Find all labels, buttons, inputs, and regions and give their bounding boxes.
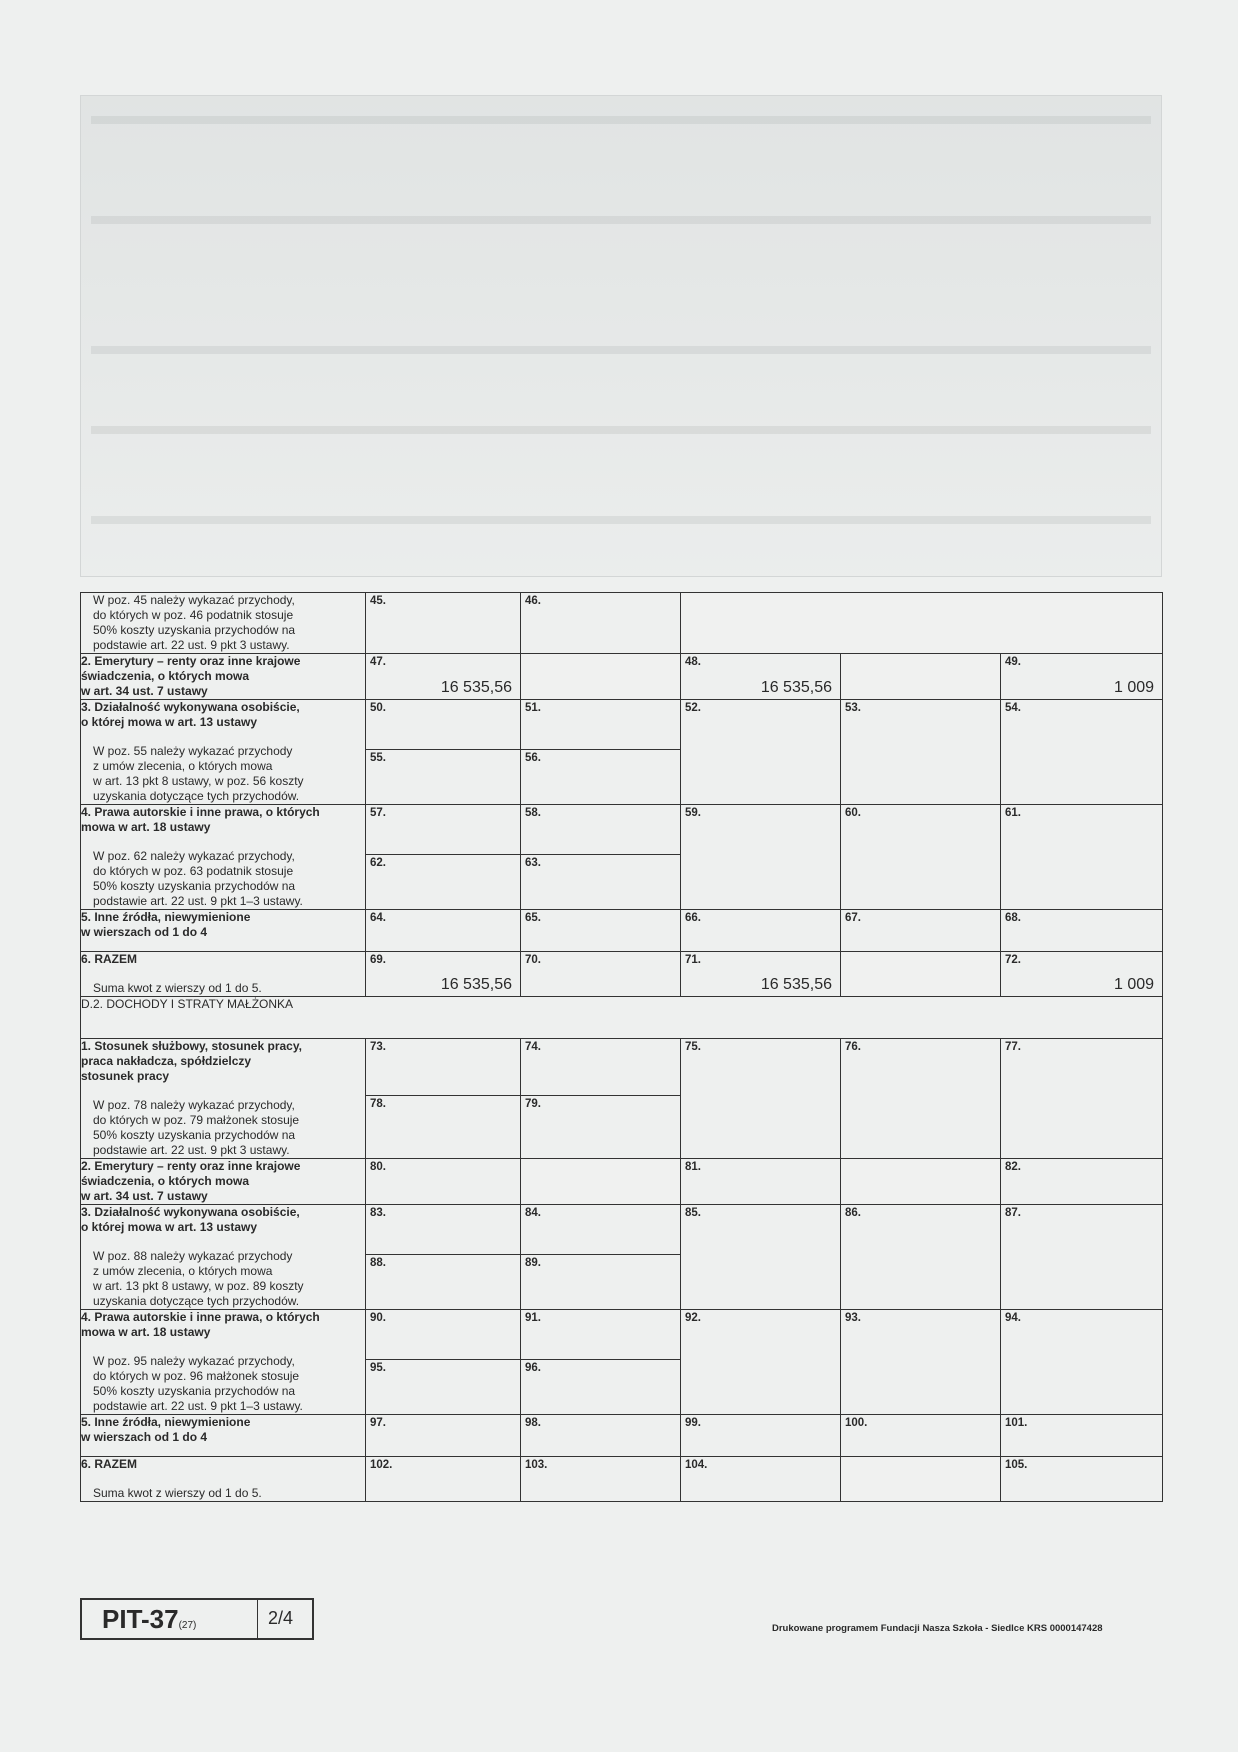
field-cell[interactable]	[841, 700, 1001, 805]
field-cell[interactable]	[841, 1310, 1001, 1415]
field-number	[841, 1159, 1000, 1161]
label-note: W poz. 62 należy wykazać przychody,	[93, 849, 295, 863]
field-cell[interactable]	[681, 1039, 841, 1159]
field-number: 87.	[1005, 1207, 1021, 1219]
field-number: 60.	[845, 807, 861, 819]
field-cell[interactable]	[366, 1254, 521, 1309]
label-note: Suma kwot z wierszy od 1 do 5.	[93, 1486, 262, 1500]
row-label	[81, 654, 366, 700]
field-number: 84.	[525, 1207, 541, 1219]
field-number	[841, 654, 1000, 656]
field-cell[interactable]	[366, 805, 521, 855]
field-number: 80.	[370, 1161, 386, 1173]
field-cell[interactable]	[1001, 805, 1163, 910]
field-cell[interactable]	[366, 910, 521, 952]
field-number: 54.	[1005, 702, 1021, 714]
field-number	[521, 654, 680, 656]
field-number: 90.	[370, 1312, 386, 1324]
field-number: 79.	[525, 1097, 541, 1110]
row-label	[81, 1415, 366, 1457]
field-cell[interactable]	[521, 952, 681, 997]
field-cell[interactable]	[681, 1159, 841, 1205]
field-value: 1 009	[1113, 679, 1155, 696]
field-number: 86.	[845, 1207, 861, 1219]
field-cell[interactable]	[366, 854, 521, 909]
field-number: 74.	[525, 1041, 541, 1053]
field-number: 69.	[370, 954, 386, 966]
field-number: 101.	[1005, 1417, 1028, 1429]
field-cell[interactable]	[681, 654, 841, 700]
label-note: 50% koszty uzyskania przychodów na	[93, 1384, 296, 1398]
field-cell[interactable]	[1001, 910, 1163, 952]
row-label	[81, 952, 366, 997]
label-title: w wierszach od 1 do 4	[81, 925, 208, 939]
label-title: 3. Działalność wykonywana osobiście,	[81, 700, 300, 714]
label-title: 3. Działalność wykonywana osobiście,	[81, 1205, 300, 1219]
label-note: do których w poz. 46 podatnik stosuje	[93, 608, 294, 622]
field-number: 62.	[370, 856, 386, 869]
label-title: 4. Prawa autorskie i inne prawa, o których	[81, 805, 320, 819]
label-note: W poz. 88 należy wykazać przychody	[93, 1249, 293, 1263]
field-cell[interactable]	[366, 700, 521, 750]
field-number: 91.	[525, 1312, 541, 1324]
field-value: 1 009	[1113, 976, 1155, 993]
field-number: 52.	[685, 702, 701, 714]
field-number: 85.	[685, 1207, 701, 1219]
field-cell[interactable]	[366, 1359, 521, 1414]
field-cell[interactable]	[521, 854, 681, 909]
field-number: 61.	[1005, 807, 1021, 819]
field-number: 65.	[525, 912, 541, 924]
field-value: 16 535,56	[440, 976, 512, 993]
field-cell[interactable]	[1001, 700, 1163, 805]
label-title: w art. 34 ust. 7 ustawy	[81, 684, 208, 698]
label-title: 5. Inne źródła, niewymienione	[81, 910, 251, 924]
income-table	[80, 592, 1163, 1502]
field-number: 55.	[370, 751, 386, 764]
field-cell[interactable]	[521, 1310, 681, 1360]
field-number: 46.	[525, 595, 541, 607]
field-value: 16 535,56	[440, 679, 512, 696]
field-number: 57.	[370, 807, 386, 819]
label-note: 50% koszty uzyskania przychodów na	[93, 1128, 296, 1142]
label-note: do których w poz. 79 małżonek stosuje	[93, 1113, 300, 1127]
field-cell[interactable]	[841, 910, 1001, 952]
field-cell[interactable]	[1001, 952, 1163, 997]
row-label	[81, 1457, 366, 1502]
label-title: stosunek pracy	[81, 1069, 170, 1083]
label-note: podstawie art. 22 ust. 9 pkt 1–3 ustawy.	[93, 1399, 303, 1413]
field-number	[841, 1457, 1000, 1459]
field-cell[interactable]	[1001, 654, 1163, 700]
field-number: 64.	[370, 912, 386, 924]
label-title: 6. RAZEM	[81, 1457, 138, 1471]
form-id-box	[80, 1598, 314, 1640]
field-number: 97.	[370, 1417, 386, 1429]
field-cell[interactable]	[841, 1457, 1001, 1502]
field-number: 67.	[845, 912, 861, 924]
field-number: 76.	[845, 1041, 861, 1053]
row-label	[81, 1310, 366, 1415]
label-title: w art. 34 ust. 7 ustawy	[81, 1189, 208, 1203]
field-cell[interactable]	[366, 749, 521, 804]
field-number: 48.	[685, 656, 701, 668]
field-cell[interactable]	[521, 1039, 681, 1096]
field-number: 50.	[370, 702, 386, 714]
field-number: 93.	[845, 1312, 861, 1324]
label-note: 50% koszty uzyskania przychodów na	[93, 879, 296, 893]
field-number: 96.	[525, 1361, 541, 1374]
field-number: 81.	[685, 1161, 701, 1173]
label-title: praca nakładcza, spółdzielczy	[81, 1054, 252, 1068]
field-number	[521, 1159, 680, 1161]
label-title: świadczenia, o których mowa	[81, 669, 250, 683]
label-title: mowa w art. 18 ustawy	[81, 1325, 211, 1339]
field-number: 92.	[685, 1312, 701, 1324]
label-title: o której mowa w art. 13 ustawy	[81, 1220, 258, 1234]
field-number: 59.	[685, 807, 701, 819]
field-value: 16 535,56	[760, 679, 832, 696]
field-cell[interactable]	[521, 1415, 681, 1457]
label-title: o której mowa w art. 13 ustawy	[81, 715, 258, 729]
field-cell[interactable]	[521, 749, 681, 804]
label-title: 5. Inne źródła, niewymienione	[81, 1415, 251, 1429]
field-number: 105.	[1005, 1459, 1028, 1471]
row-label	[81, 1039, 366, 1159]
field-number: 78.	[370, 1097, 386, 1110]
label-note: podstawie art. 22 ust. 9 pkt 3 ustawy.	[93, 1143, 290, 1157]
field-number: 98.	[525, 1417, 541, 1429]
field-cell[interactable]	[521, 910, 681, 952]
row-label	[81, 700, 366, 805]
field-cell[interactable]	[841, 654, 1001, 700]
label-title: mowa w art. 18 ustawy	[81, 820, 211, 834]
field-cell[interactable]	[366, 593, 521, 654]
field-cell[interactable]	[1001, 1205, 1163, 1310]
row-label	[81, 1159, 366, 1205]
field-number: 56.	[525, 751, 541, 764]
label-note: W poz. 95 należy wykazać przychody,	[93, 1354, 295, 1368]
field-number: 95.	[370, 1361, 386, 1374]
label-note: W poz. 55 należy wykazać przychody	[93, 744, 293, 758]
field-cell[interactable]	[1001, 1415, 1163, 1457]
label-note: do których w poz. 63 podatnik stosuje	[93, 864, 294, 878]
field-cell[interactable]	[521, 1457, 681, 1502]
section-title: D.2. DOCHODY I STRATY MAŁŻONKA	[81, 997, 1163, 1039]
field-number: 70.	[525, 954, 541, 966]
field-number: 47.	[370, 656, 386, 668]
field-cell[interactable]	[366, 1415, 521, 1457]
form-name: PIT-37(27)	[82, 1600, 258, 1638]
label-note: W poz. 78 należy wykazać przychody,	[93, 1098, 295, 1112]
field-cell[interactable]	[841, 805, 1001, 910]
field-cell[interactable]	[366, 1039, 521, 1096]
label-note: Suma kwot z wierszy od 1 do 5.	[93, 981, 262, 995]
field-number: 103.	[525, 1459, 548, 1471]
field-number: 68.	[1005, 912, 1021, 924]
field-cell[interactable]	[521, 805, 681, 855]
label-title: 4. Prawa autorskie i inne prawa, o których	[81, 1310, 320, 1324]
label-note: do których w poz. 96 małżonek stosuje	[93, 1369, 300, 1383]
field-number: 104.	[685, 1459, 708, 1471]
field-cell[interactable]	[841, 1205, 1001, 1310]
field-cell[interactable]	[521, 1095, 681, 1158]
field-cell[interactable]	[841, 1159, 1001, 1205]
field-number: 99.	[685, 1417, 701, 1429]
field-cell[interactable]	[681, 1205, 841, 1310]
field-cell[interactable]	[366, 952, 521, 997]
field-cell[interactable]	[521, 1159, 681, 1205]
row-label	[81, 805, 366, 910]
field-cell[interactable]	[521, 593, 681, 654]
field-number: 58.	[525, 807, 541, 819]
printed-by: Drukowane programem Fundacji Nasza Szkoła - Siedlce KRS 0000147428	[772, 1623, 1103, 1634]
field-cell[interactable]	[521, 1205, 681, 1255]
field-number: 75.	[685, 1041, 701, 1053]
label-title: 2. Emerytury – renty oraz inne krajowe	[81, 654, 301, 668]
field-cell[interactable]	[681, 700, 841, 805]
label-note: w art. 13 pkt 8 ustawy, w poz. 56 koszty	[93, 774, 304, 788]
field-number: 45.	[370, 595, 386, 607]
field-value: 16 535,56	[760, 976, 832, 993]
field-cell[interactable]	[681, 1457, 841, 1502]
field-number: 63.	[525, 856, 541, 869]
row-label	[81, 593, 366, 654]
field-cell[interactable]	[521, 1254, 681, 1309]
field-number: 73.	[370, 1041, 386, 1053]
field-number: 88.	[370, 1256, 386, 1269]
field-cell[interactable]	[366, 1310, 521, 1360]
field-cell[interactable]	[366, 1159, 521, 1205]
field-number: 100.	[845, 1417, 868, 1429]
page-number: 2/4	[268, 1608, 294, 1628]
field-number: 49.	[1005, 656, 1021, 668]
field-number: 83.	[370, 1207, 386, 1219]
field-cell[interactable]	[366, 1457, 521, 1502]
label-title: 2. Emerytury – renty oraz inne krajowe	[81, 1159, 301, 1173]
label-title: w wierszach od 1 do 4	[81, 1430, 208, 1444]
field-cell[interactable]	[521, 654, 681, 700]
label-note: 50% koszty uzyskania przychodów na	[93, 623, 296, 637]
label-note: uzyskania dotyczące tych przychodów.	[93, 1294, 300, 1308]
field-number: 51.	[525, 702, 541, 714]
field-cell[interactable]	[366, 1095, 521, 1158]
field-cell[interactable]	[1001, 1159, 1163, 1205]
empty-cell	[681, 593, 1163, 654]
label-title: 1. Stosunek służbowy, stosunek pracy,	[81, 1039, 302, 1053]
label-note: podstawie art. 22 ust. 9 pkt 3 ustawy.	[93, 638, 290, 652]
label-note: uzyskania dotyczące tych przychodów.	[93, 789, 300, 803]
row-label	[81, 910, 366, 952]
field-number: 71.	[685, 954, 701, 966]
field-cell[interactable]	[841, 952, 1001, 997]
label-note: W poz. 45 należy wykazać przychody,	[93, 593, 295, 607]
field-cell[interactable]	[366, 654, 521, 700]
field-cell[interactable]	[681, 910, 841, 952]
label-note: w art. 13 pkt 8 ustawy, w poz. 89 koszty	[93, 1279, 304, 1293]
label-note: z umów zlecenia, o których mowa	[93, 759, 273, 773]
field-number: 53.	[845, 702, 861, 714]
label-title: świadczenia, o których mowa	[81, 1174, 250, 1188]
label-note: z umów zlecenia, o których mowa	[93, 1264, 273, 1278]
field-cell[interactable]	[681, 952, 841, 997]
field-cell[interactable]	[841, 1415, 1001, 1457]
row-label	[81, 1205, 366, 1310]
field-number: 89.	[525, 1256, 541, 1269]
field-number: 72.	[1005, 954, 1021, 966]
label-title: 6. RAZEM	[81, 952, 138, 966]
field-cell[interactable]	[681, 1415, 841, 1457]
field-cell[interactable]	[1001, 1457, 1163, 1502]
bleed-through-background	[80, 95, 1162, 577]
field-cell[interactable]	[521, 700, 681, 750]
field-number: 102.	[370, 1459, 393, 1471]
field-cell[interactable]	[681, 1310, 841, 1415]
field-cell[interactable]	[1001, 1039, 1163, 1159]
field-cell[interactable]	[521, 1359, 681, 1414]
field-number	[841, 952, 1000, 954]
field-cell[interactable]	[1001, 1310, 1163, 1415]
field-number: 82.	[1005, 1161, 1021, 1173]
field-cell[interactable]	[366, 1205, 521, 1255]
field-cell[interactable]	[681, 805, 841, 910]
field-number: 77.	[1005, 1041, 1021, 1053]
field-number: 94.	[1005, 1312, 1021, 1324]
field-cell[interactable]	[841, 1039, 1001, 1159]
label-note: podstawie art. 22 ust. 9 pkt 1–3 ustawy.	[93, 894, 303, 908]
field-number: 66.	[685, 912, 701, 924]
